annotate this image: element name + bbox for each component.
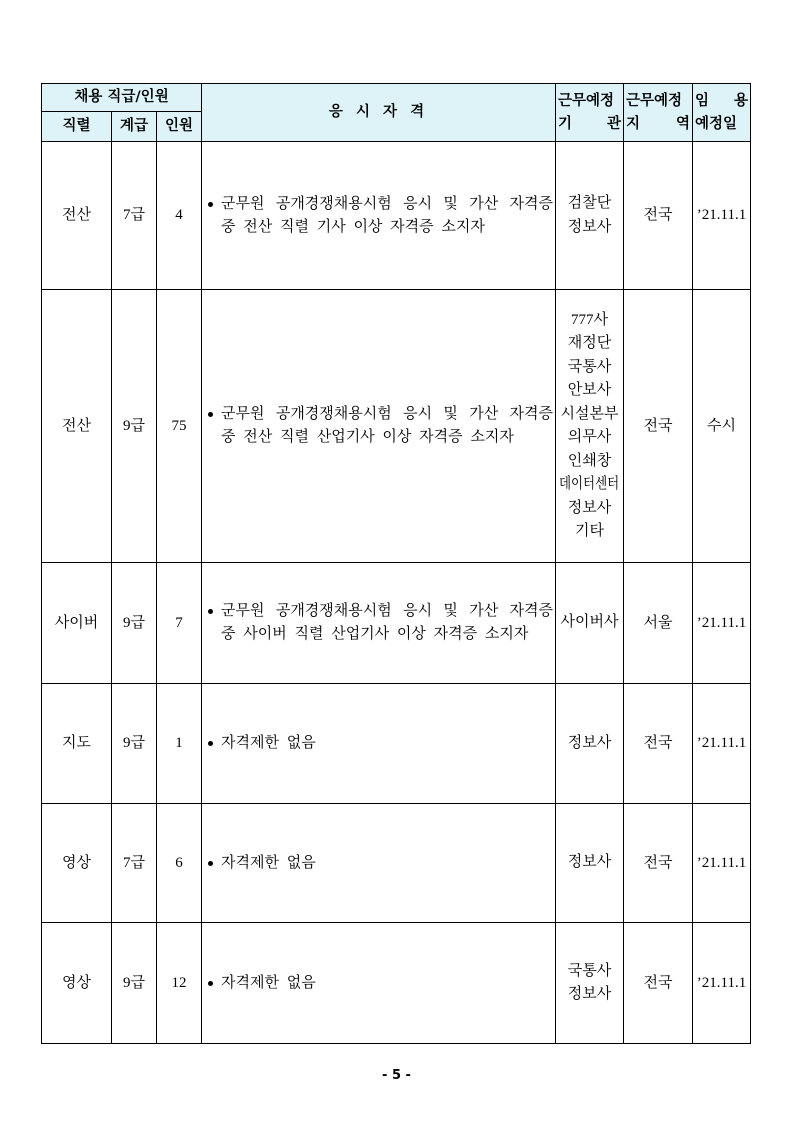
table-row [42,804,751,923]
agency-cell [556,923,624,1044]
header-agency-line: 기 관 [558,115,622,132]
agency-name: 정보사 [567,854,612,871]
series-cell: 지도 [42,684,112,804]
grade-cell: 9급 [112,923,157,1044]
agency-name: 국통사 [567,358,612,375]
qualification-text [221,193,553,239]
count-cell: 7 [157,563,202,684]
table-row [42,290,751,563]
qualification-item [202,972,555,995]
qualification-item [202,600,555,646]
region-cell: 전국 [624,142,693,290]
header-date-line: 예정일 [695,115,738,132]
header-appointment-date [693,84,751,142]
qualification-item [202,852,555,875]
bullet-icon [208,412,213,417]
date-cell: ’21.11.1 [693,684,751,804]
region-cell: 전국 [624,923,693,1044]
grade-cell: 9급 [112,563,157,684]
qualification-line: 군무원 공개경쟁채용시험 응시 및 가산 자격증 [221,406,554,422]
qualification-line: 군무원 공개경쟁채용시험 응시 및 가산 자격증 [221,195,554,212]
count-cell: 75 [157,290,202,563]
table-row [42,684,751,804]
count-cell: 12 [157,923,202,1044]
agency-name: 시설본부 [560,405,619,422]
qualification-line: 중 전산 직렬 기사 이상 자격증 소지자 [221,218,485,235]
agency-name: 정보사 [567,734,612,751]
grade-cell: 7급 [112,142,157,290]
date-cell: ’21.11.1 [693,804,751,923]
table-row [42,142,751,290]
agency-name: 재정단 [567,335,612,351]
count-cell: 4 [157,142,202,290]
qualification-text [221,852,553,875]
count-cell: 6 [157,804,202,923]
agency-name: 검찰단 [567,195,612,211]
recruitment-table [41,83,751,1044]
qualification-line: 군무원 공개경쟁채용시험 응시 및 가산 자격증 [221,603,554,619]
agency-cell [556,804,624,923]
qualification-cell [202,923,556,1044]
agency-name: 사이버사 [560,614,619,631]
qualification-cell [202,290,556,563]
agency-name: 안보사 [567,382,612,398]
qualification-item [202,403,555,449]
agency-cell [556,684,624,804]
header-series: 직렬 [42,112,112,142]
grade-cell: 9급 [112,290,157,563]
qualification-cell [202,142,556,290]
agency-name: 인쇄창 [567,452,612,469]
header-agency-line: 근무예정 [558,92,615,109]
table-row [42,923,751,1044]
qualification-line: 중 전산 직렬 산업기사 이상 자격증 소지자 [221,429,514,445]
agency-cell [556,290,624,563]
agency-name-wrapper [556,473,623,497]
header-date-line: 임 용 [695,92,749,109]
table-row [42,563,751,684]
qualification-text [221,972,553,995]
bullet-icon [208,609,213,614]
series-cell: 사이버 [42,563,112,684]
qualification-text [221,403,553,449]
series-cell: 영상 [42,923,112,1044]
header-count: 인원 [157,112,202,142]
bullet-icon [208,202,213,207]
qualification-line: 자격제한 없음 [221,854,316,871]
header-row [42,84,751,112]
date-cell: ’21.11.1 [693,142,751,290]
page-number: - 5 - [382,1068,411,1083]
header-region [624,84,693,142]
agency-name: 777사 [571,311,609,328]
region-cell: 전국 [624,804,693,923]
agency-name: 의무사 [567,429,612,445]
agency-name: 기타 [575,523,604,539]
agency-cell [556,563,624,684]
region-cell: 서울 [624,563,693,684]
region-cell: 전국 [624,290,693,563]
grade-cell: 7급 [112,804,157,923]
header-recruit-grade-count: 채용 직급/인원 [42,84,202,112]
qualification-text [221,732,553,755]
date-cell: 수시 [693,290,751,563]
header-agency [556,84,624,142]
agency-name: 정보사 [567,499,612,516]
count-cell: 1 [157,684,202,804]
region-cell: 전국 [624,684,693,804]
bullet-icon [208,741,213,746]
qualification-cell [202,804,556,923]
date-cell: ’21.11.1 [693,923,751,1044]
series-cell: 영상 [42,804,112,923]
bullet-icon [208,861,213,866]
series-cell: 전산 [42,142,112,290]
qualification-line: 자격제한 없음 [221,735,316,751]
qualification-line: 자격제한 없음 [221,974,316,991]
series-cell: 전산 [42,290,112,563]
bullet-icon [208,981,213,986]
header-grade: 계급 [112,112,157,142]
qualification-text [221,600,553,646]
agency-cell [556,142,624,290]
qualification-cell [202,684,556,804]
header-qualification: 응 시 자 격 [202,84,556,142]
header-region-line: 근무예정 [626,92,683,109]
header-region-line: 지 역 [626,115,691,132]
agency-name: 국통사 [567,962,612,979]
date-cell: ’21.11.1 [693,563,751,684]
qualification-line: 중 사이버 직렬 산업기사 이상 자격증 소지자 [221,626,529,642]
qualification-cell [202,563,556,684]
qualification-item [202,193,555,239]
agency-name: 데이터센터 [558,476,619,492]
qualification-item [202,732,555,755]
agency-name: 정보사 [567,986,612,1002]
grade-cell: 9급 [112,684,157,804]
agency-name: 정보사 [567,218,612,235]
